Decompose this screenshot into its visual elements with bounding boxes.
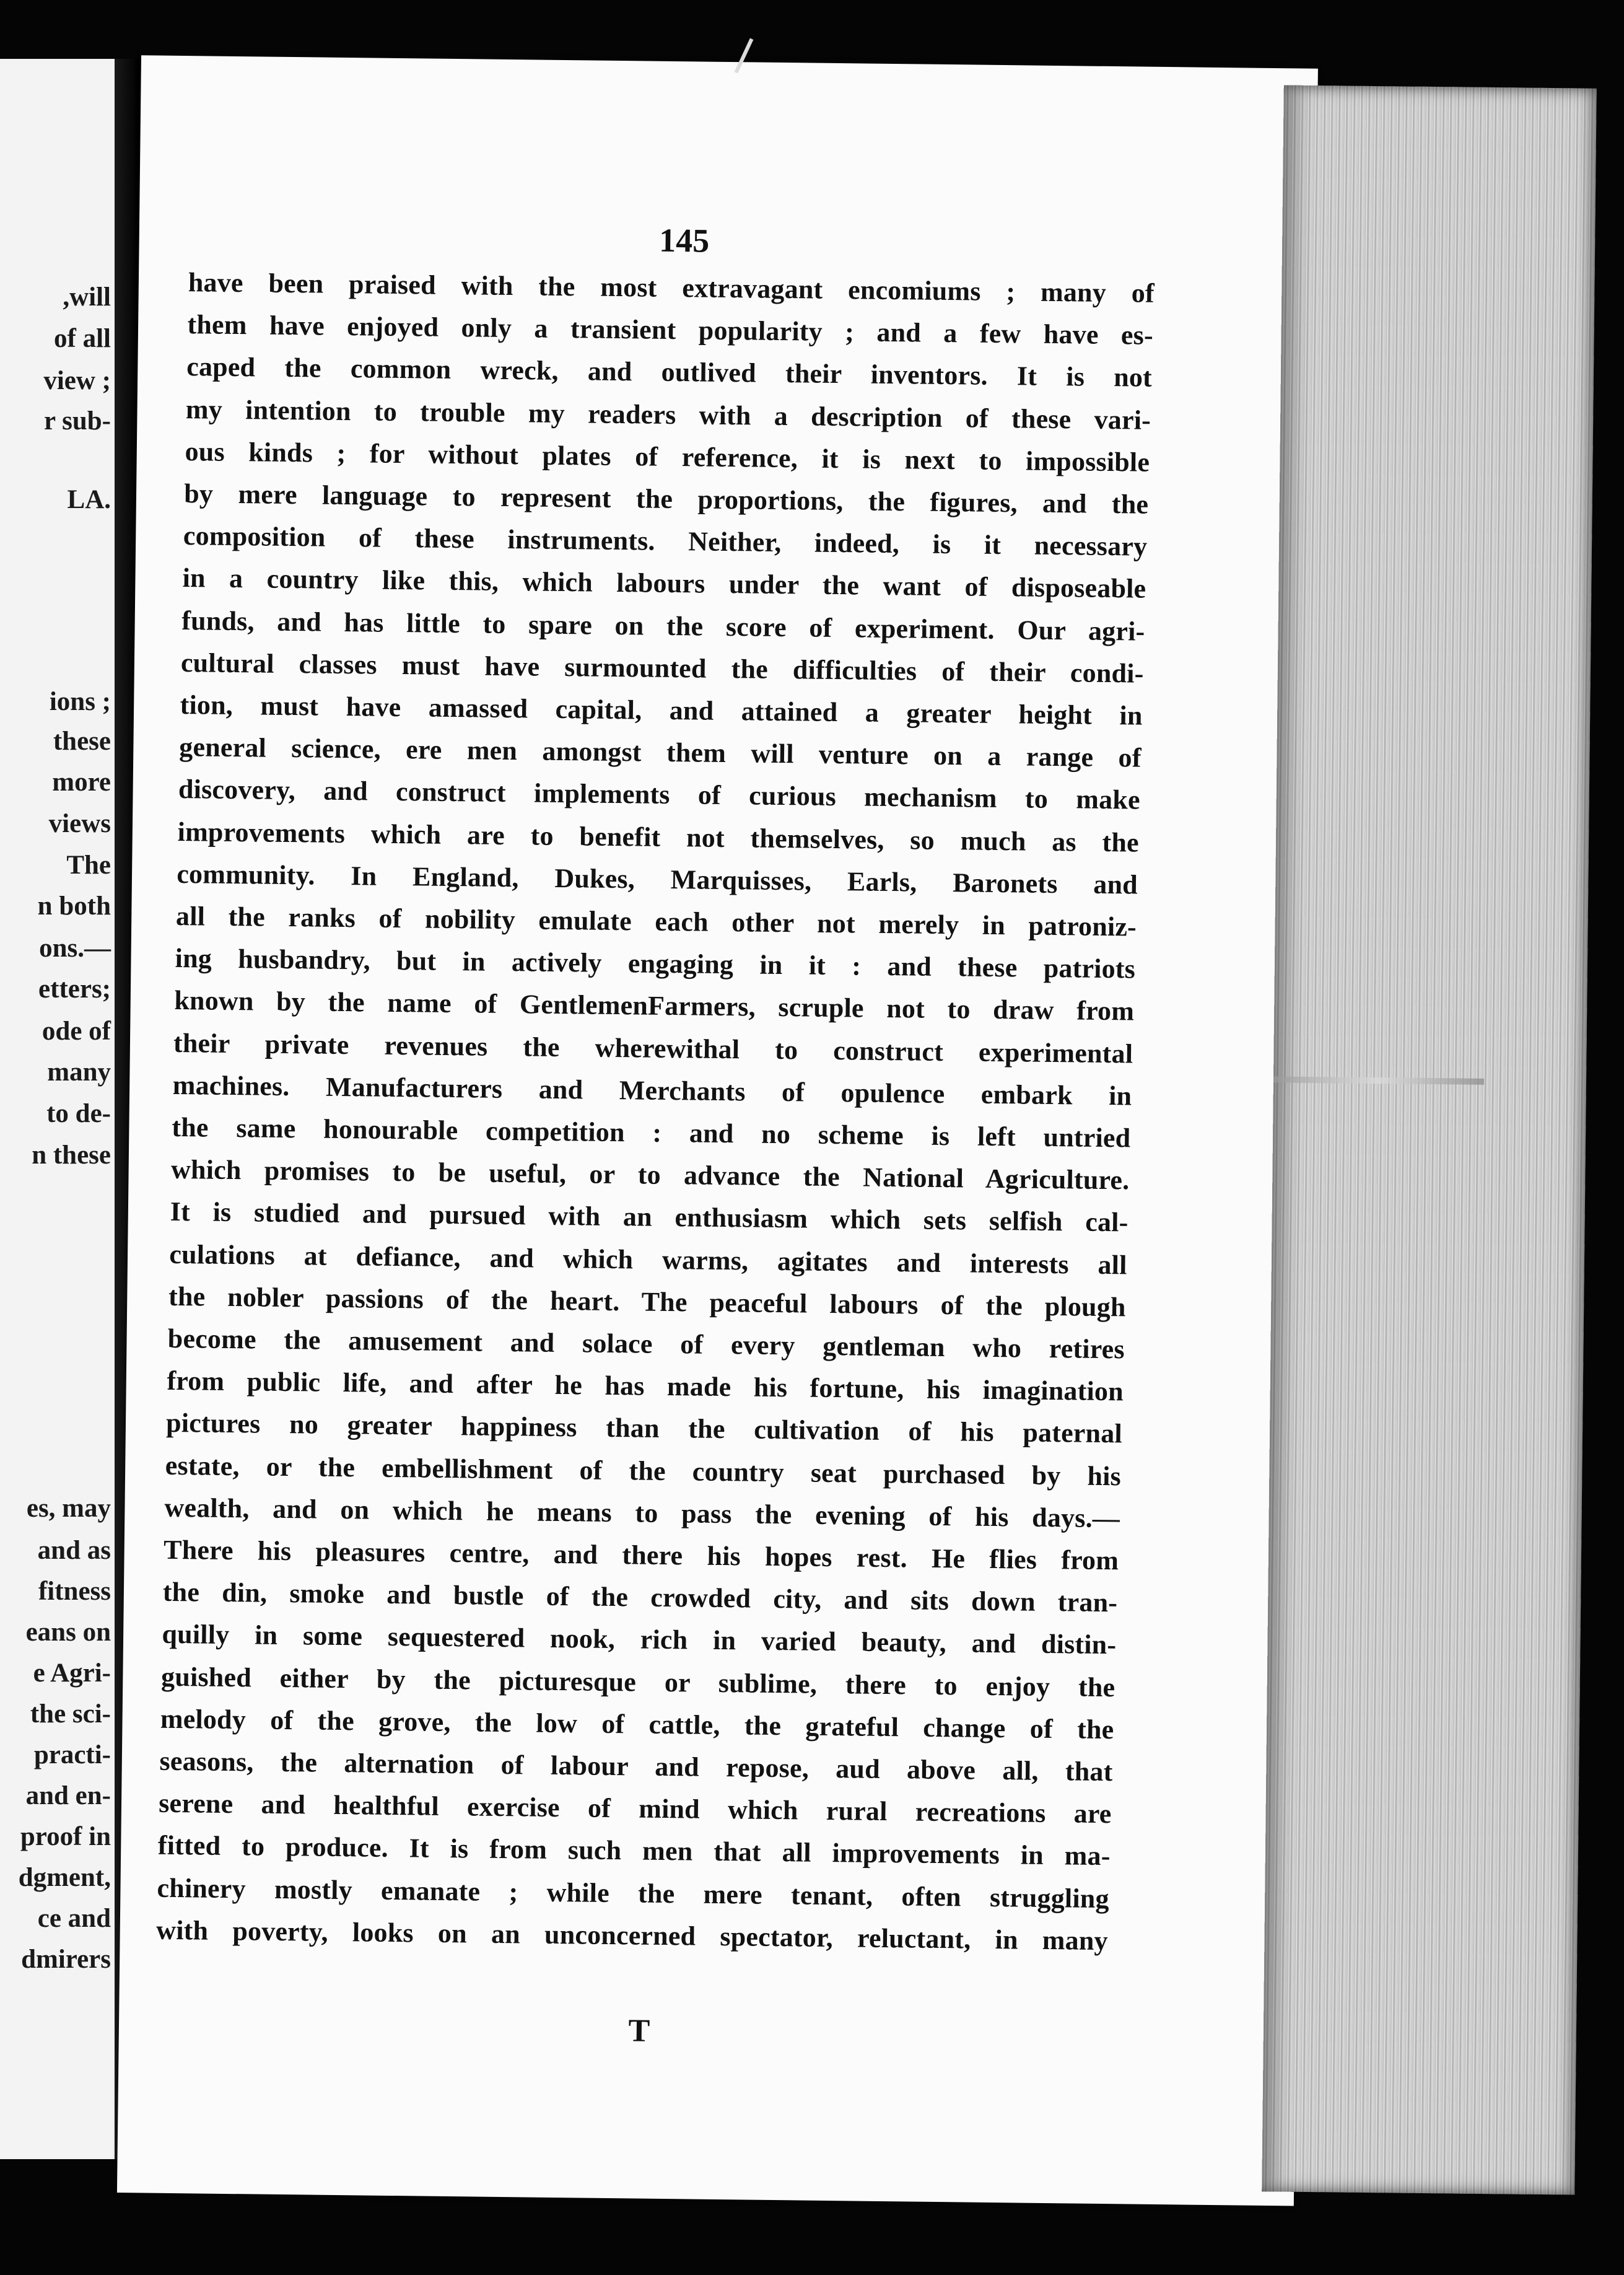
left-page-fragment: ions ;: [49, 687, 111, 716]
text-line: It is studied and pursued with an enthusiasm which sets selfish cal-: [170, 1196, 1129, 1238]
text-line: fitted to produce. It is from such men that all improvements in ma-: [157, 1830, 1111, 1872]
text-line: known by the name of GentlemenFarmers, scruple not to draw from: [174, 985, 1135, 1027]
left-page-fragment: more: [52, 768, 111, 797]
left-page-fragment: eans on: [25, 1618, 111, 1647]
text-line: by mere language to represent the proportions, the figures, and the: [184, 478, 1149, 520]
text-line: community. In England, Dukes, Marquisses, Earls, Baronets and: [177, 858, 1138, 900]
text-line: melody of the grove, the low of cattle, the grateful change of the: [160, 1703, 1114, 1745]
left-page-fragment: dgment,: [18, 1863, 111, 1892]
text-line: general science, ere men amongst them will venture on a range of: [179, 732, 1142, 773]
left-page-fragment: es, may: [26, 1494, 111, 1523]
text-line: serene and healthful exercise of mind which rural recreations are: [158, 1787, 1112, 1830]
left-page-fragment: the sci-: [30, 1699, 111, 1729]
left-page-fragment: to de-: [46, 1099, 111, 1128]
left-page-fragment: The: [66, 851, 111, 880]
main-page: [117, 55, 1318, 2206]
text-line: my intention to trouble my readers with a description of these vari-: [185, 393, 1151, 436]
text-line: their private revenues the wherewithal to construct experimental: [173, 1027, 1133, 1069]
text-line: funds, and has little to spare on the score of experiment. Our agri-: [181, 605, 1145, 647]
left-page-fragment: these: [53, 727, 111, 756]
text-line: the same honourable competition : and no scheme is left untried: [172, 1111, 1131, 1154]
signature-mark: T: [628, 2013, 650, 2049]
text-line: guished either by the picturesque or sublime, there to enjoy the: [160, 1661, 1115, 1703]
left-page-fragment: ,will: [63, 283, 111, 312]
left-page-fragment: and as: [37, 1536, 111, 1565]
text-line: caped the common wreck, and outlived their inventors. It is not: [186, 351, 1153, 393]
book-fore-edge: [1262, 85, 1597, 2194]
text-line: pictures no greater happiness than the cultivation of his paternal: [165, 1408, 1123, 1449]
left-facing-page: [0, 59, 117, 2159]
text-line: ous kinds ; for without plates of reference, it is next to impossible: [185, 436, 1150, 478]
text-line: cultural classes must have surmounted the difficulties of their condi-: [180, 647, 1144, 689]
left-page-fragment: of all: [54, 324, 111, 353]
text-line: the nobler passions of the heart. The peaceful labours of the plough: [168, 1281, 1126, 1323]
left-page-fragment: n both: [37, 892, 111, 921]
left-page-fragment: n these: [32, 1141, 111, 1170]
text-line: from public life, and after he has made his fortune, his imagination: [167, 1365, 1124, 1407]
text-line: estate, or the embellishment of the country seat purchased by his: [165, 1450, 1122, 1491]
text-line: which promises to be useful, or to advance the National Agriculture.: [170, 1154, 1130, 1196]
text-line: composition of these instruments. Neither, indeed, is it necessary: [183, 520, 1148, 562]
text-line: all the ranks of nobility emulate each other not merely in patroniz-: [175, 900, 1137, 942]
text-line: wealth, and on which he means to pass the evening of his days.—: [164, 1492, 1120, 1534]
body-text: [139, 266, 1316, 1956]
left-page-fragment: fitness: [38, 1577, 111, 1606]
left-page-fragment: etters;: [38, 975, 111, 1004]
page-number: 145: [658, 221, 710, 260]
left-page-fragment: r sub-: [44, 406, 111, 436]
text-line: become the amusement and solace of every gentleman who retires: [167, 1323, 1125, 1365]
left-page-fragment: view ;: [43, 366, 111, 395]
text-line: tion, must have amassed capital, and attained a greater height in: [180, 690, 1143, 731]
text-line: There his pleasures centre, and there his hopes rest. He flies from: [163, 1534, 1119, 1576]
left-page-fragment: proof in: [20, 1822, 111, 1851]
text-line: them have enjoyed only a transient popularity ; and a few have es-: [187, 309, 1154, 351]
text-line: ing husbandry, but in actively engaging in it : and these patriots: [175, 943, 1136, 984]
text-line: chinery mostly emanate ; while the mere tenant, often struggling: [157, 1872, 1109, 1914]
left-page-fragment: e Agri-: [33, 1659, 111, 1688]
text-line: machines. Manufacturers and Merchants of opulence embark in: [172, 1069, 1132, 1111]
text-line: discovery, and construct implements of curious mechanism to make: [178, 774, 1140, 815]
left-page-fragment: ode of: [41, 1017, 111, 1046]
text-line: have been praised with the most extravagant encomiums ; many of: [188, 267, 1155, 309]
left-page-fragment: LA.: [67, 485, 111, 514]
left-page-fragment: ce and: [37, 1904, 111, 1933]
left-page-fragment: practi-: [33, 1740, 111, 1769]
text-line: culations at defiance, and which warms, agitates and interests all: [169, 1238, 1127, 1280]
left-page-fragment: ons.—: [39, 934, 111, 963]
left-page-fragment: dmirers: [21, 1945, 111, 1974]
left-page-fragment: and en-: [25, 1781, 111, 1810]
left-page-fragment: many: [47, 1058, 111, 1087]
text-line: seasons, the alternation of labour and repose, aud above all, that: [159, 1745, 1113, 1787]
page-tear: [1273, 1076, 1484, 1085]
text-line: the din, smoke and bustle of the crowded city, and sits down tran-: [162, 1576, 1118, 1618]
text-line: quilly in some sequestered nook, rich in varied beauty, and distin-: [162, 1619, 1117, 1660]
text-line: in a country like this, which labours under the want of disposeable: [182, 563, 1146, 605]
left-page-fragment: views: [48, 809, 111, 838]
text-line: with poverty, looks on an unconcerned spectator, reluctant, in many: [156, 1914, 1109, 1956]
text-line: improvements which are to benefit not themselves, so much as the: [177, 816, 1140, 858]
